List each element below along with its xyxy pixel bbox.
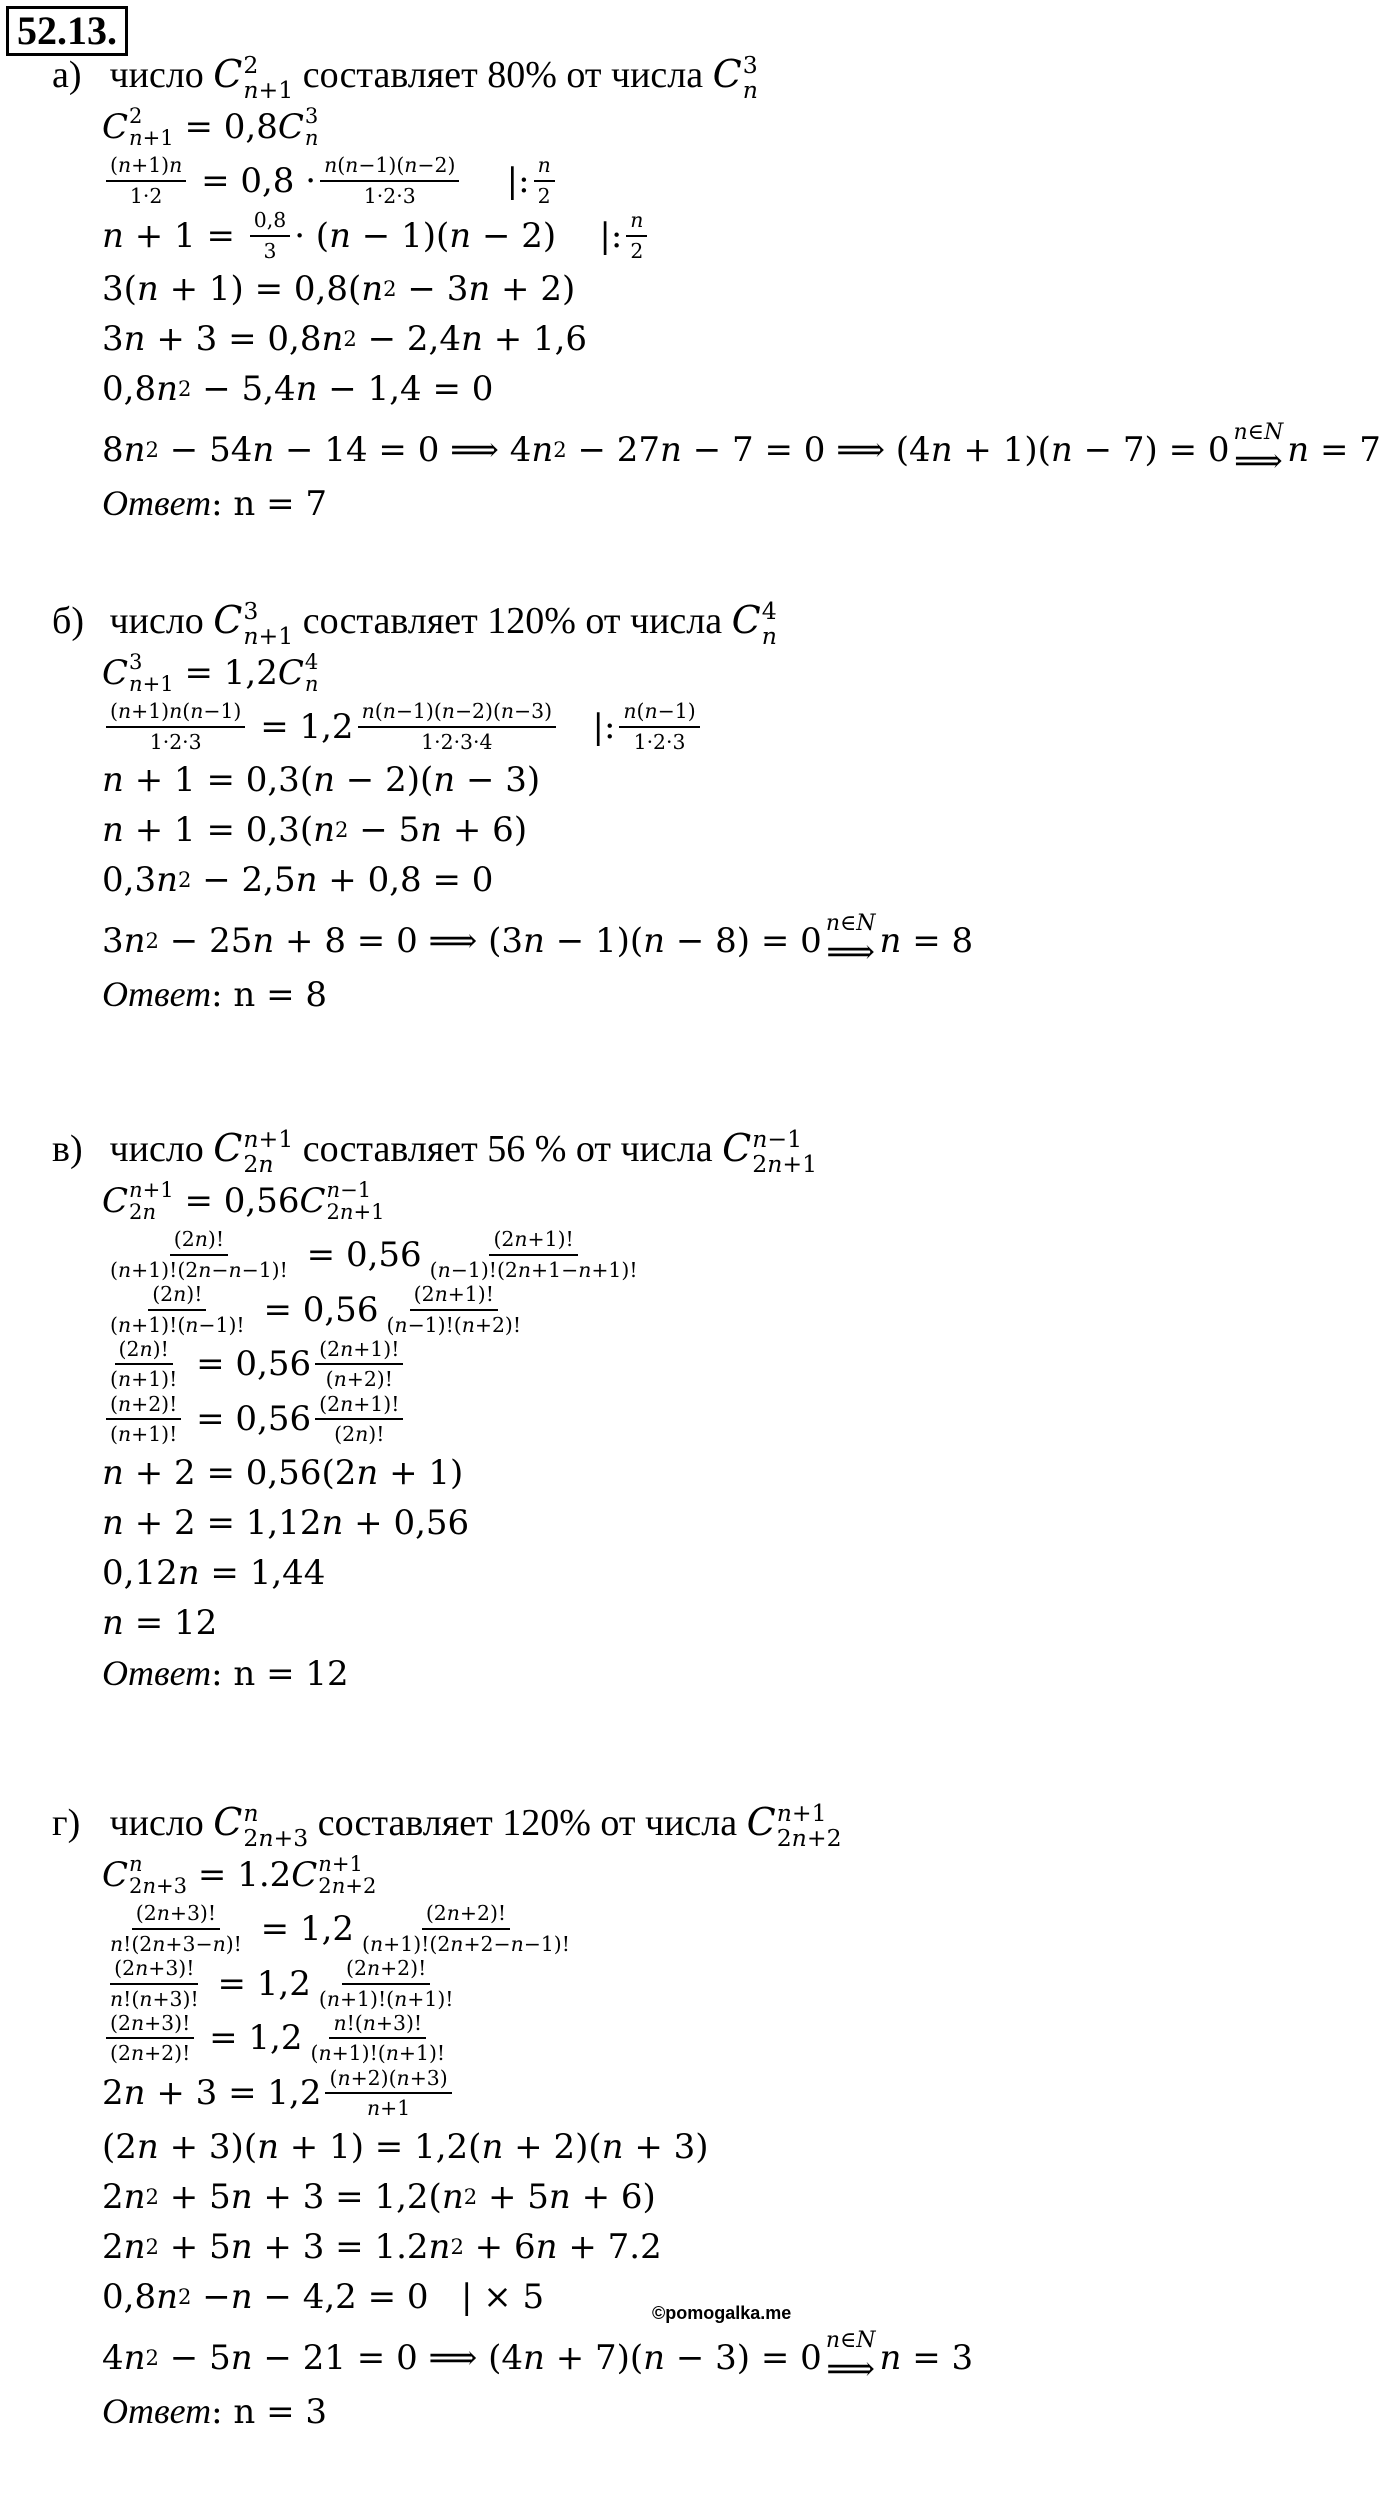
problem-number: 52.13.: [6, 6, 128, 56]
answer-line: Ответ: n = 8: [102, 974, 328, 1016]
equation-line: $\frac{(2n+3)!}{(2n+2)!}$ = 1,2 $\frac{n!(n+3)!}{(n+1)!(n+1)!}$: [102, 2012, 973, 2065]
equation-line: 3 n + 3 = 0,8 n 2 − 2,4 n + 1,6: [102, 318, 588, 359]
part-d: [52, 1800, 973, 2437]
equation-line: 0,12 n = 1,44: [102, 1552, 326, 1593]
equation-line: 2 n 2 + 5 n + 3 = 1,2( n 2 + 5 n + 6): [102, 2176, 656, 2217]
equation-line: $\frac{(2n)!}{(n+1)!(n-1)!}$ = 0,56 $\frac{(2n+1)!}{(n-1)!(n+2)!}$: [110, 1282, 522, 1337]
answer-line: Ответ: n = 3: [102, 2390, 328, 2432]
equation-line: n + 1 = 0,3( n 2 − 5 n + 6): [102, 810, 528, 851]
part-c: [52, 1126, 817, 1699]
answer-line: Ответ: n = 7: [102, 482, 328, 524]
equation-line: $\frac{(2n)!}{(n+1)!}$ = 0,56 $\frac{(2n+1)!}{(n+2)!}$: [102, 1338, 817, 1391]
equation-line: n + 1 = $\frac{0,8}{3}$ · ( n − 1)( n − 2) |: $\frac{n}{2}$: [102, 209, 1381, 262]
answer-line: Ответ: n = 12: [102, 1652, 349, 1694]
equation-line: $\frac{(2n+3)!}{n!(n+3)!}$ = 1,2 $\frac{(2n+2)!}{(n+1)!(n+1)!}$: [110, 1956, 454, 2011]
watermark: ©pomogalka.me: [652, 2303, 792, 2323]
part-d-heading: г) число C n 2n+3 составляет 120% от числа C n+1 2n+2: [52, 1798, 842, 1852]
equation-line: C n+1 2n = 0,56 C n−1 2n+1: [102, 1177, 385, 1225]
equation-line: C n 2n+3 = 1.2 C n+1 2n+2: [102, 1851, 377, 1899]
equation-line: 3 n 2 − 25 n + 8 = 0 ⟹ (3 n − 1)( n − 8) = 0 n∈N ⟹ n = 8: [102, 911, 974, 973]
part-b-heading: б) число C 3 n+1 составляет 120% от числа C 4 n: [52, 596, 777, 650]
equation-line: n + 1 = 0,3( n − 2)( n − 3): [102, 760, 541, 801]
equation-line: 3( n + 1) = 0,8( n 2 − 3 n + 2): [102, 268, 576, 309]
equation-line: $\frac{(n+1)n}{1\cdot 2}$ = 0,8 · $\frac{n(n-1)(n-2)}{1\cdot 2\cdot 3}$ |: $\frac{n}{2}$: [102, 154, 1381, 207]
part-b-steps: [102, 648, 973, 1020]
equation-line: 8 n 2 − 54 n − 14 = 0 ⟹ 4 n 2 − 27 n − 7 = 0 ⟹ (4 n + 1)( n − 7) = 0 n∈N ⟹ n = 7: [102, 419, 1381, 481]
part-a: [52, 52, 1381, 529]
equation-line: $\frac{(n+1)n(n-1)}{1\cdot 2\cdot 3}$ = 1,2 $\frac{n(n-1)(n-2)(n-3)}{1\cdot 2\cdot 3\cdot 4}$ |: $\frac{n(n-1)}{1\cdot 2\cdot 3}$: [102, 700, 973, 753]
equation-line: 2 n + 3 = 1,2 $\frac{(n+2)(n+3)}{n+1}$: [102, 2067, 973, 2120]
equation-line: C 3 n+1 = 1,2 C 4 n: [102, 649, 319, 697]
equation-line: 0,8 n 2 − 5,4 n − 1,4 = 0: [102, 368, 494, 409]
part-c-heading: в) число C n+1 2n составляет 56 % от числа C n−1 2n+1: [52, 1124, 818, 1178]
part-b: [52, 598, 973, 1020]
part-letter: а): [52, 54, 82, 96]
equation-line: $\frac{(2n)!}{(n+1)!(2n-n-1)!}$ = 0,56 $\frac{(2n+1)!}{(n-1)!(2n+1-n+1)!}$: [110, 1227, 638, 1282]
part-d-steps: [102, 1850, 973, 2437]
equation-line: C 2 n+1 = 0,8 C 3 n: [102, 103, 319, 151]
equation-line: $\frac{(2n+3)!}{n!(2n+3-n)!}$ = 1,2 $\frac{(2n+2)!}{(n+1)!(2n+2-n-1)!}$: [110, 1901, 570, 1956]
equation-line: 0,3 n 2 − 2,5 n + 0,8 = 0: [102, 860, 494, 901]
equation-line: n + 2 = 1,12 n + 0,56: [102, 1502, 470, 1543]
equation-line: n + 2 = 0,56(2 n + 1): [102, 1452, 464, 1493]
equation-line: (2 n + 3)( n + 1) = 1,2( n + 2)( n + 3): [102, 2126, 709, 2167]
part-a-steps: [102, 102, 1381, 529]
equation-line: 2 n 2 + 5 n + 3 = 1.2 n 2 + 6 n + 7.2: [102, 2226, 662, 2267]
equation-line: 0,8 n 2 − n − 4,2 = 0 | × 5: [102, 2276, 545, 2317]
part-c-steps: [102, 1176, 817, 1699]
part-a-heading: а) число C 2 n+1 составляет 80% от числа C 3 n: [52, 50, 758, 104]
equation-line: 4 n 2 − 5 n − 21 = 0 ⟹ (4 n + 7)( n − 3) = 0 n∈N ⟹ n = 3: [102, 2327, 974, 2389]
equation-line: n = 12: [102, 1602, 218, 1643]
equation-line: $\frac{(n+2)!}{(n+1)!}$ = 0,56 $\frac{(2n+1)!}{(2n)!}$: [102, 1393, 817, 1446]
